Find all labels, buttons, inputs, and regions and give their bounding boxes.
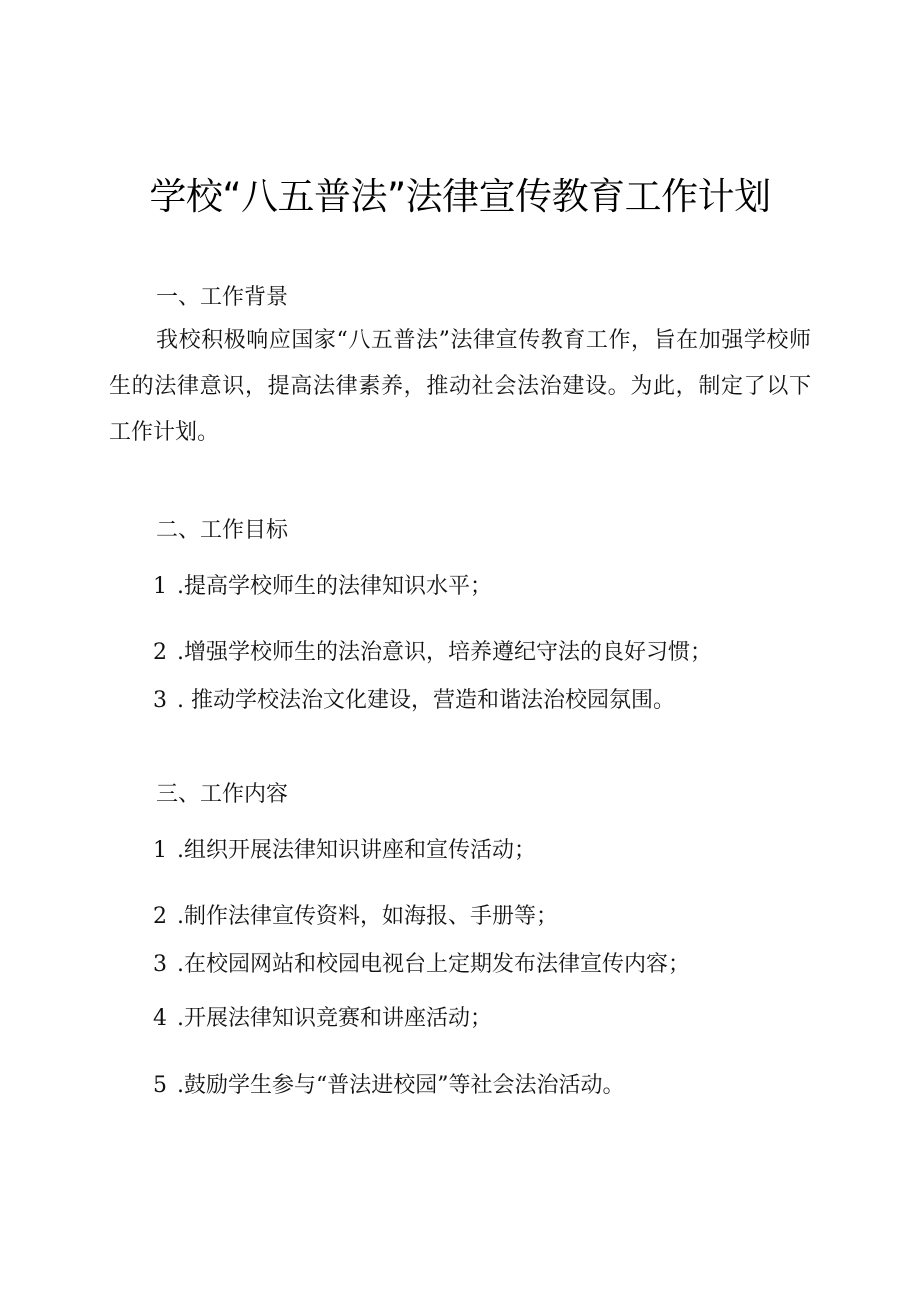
list-item-text: .提高学校师生的法律知识水平； bbox=[177, 574, 492, 599]
list-item bbox=[153, 836, 536, 866]
list-item-number: 5 bbox=[153, 1073, 167, 1098]
list-item bbox=[153, 950, 690, 980]
list-item bbox=[153, 572, 492, 602]
background-paragraph: 我校积极响应国家“八五普法”法律宣传教育工作，旨在加强学校师生的法律意识，提高法律素养，推动社会法治建设。为此，制定了以下工作计划。 bbox=[109, 328, 811, 445]
section-heading-content: 三、工作内容 bbox=[156, 782, 289, 807]
list-item-number: 2 bbox=[153, 640, 167, 665]
list-item-number: 2 bbox=[153, 904, 167, 929]
list-item-text: .制作法律宣传资料，如海报、手册等； bbox=[177, 904, 558, 929]
list-item bbox=[153, 1071, 625, 1101]
list-item-number: 3 bbox=[153, 688, 167, 713]
list-item-text: .开展法律知识竞赛和讲座活动； bbox=[177, 1006, 492, 1031]
list-item bbox=[153, 902, 558, 932]
list-item-text: .组织开展法律知识讲座和宣传活动； bbox=[177, 838, 536, 863]
section-heading-background: 一、工作背景 bbox=[156, 285, 289, 310]
section-heading-goals: 二、工作目标 bbox=[156, 518, 289, 543]
list-item-number: 3 bbox=[153, 952, 167, 977]
list-item-text: .鼓励学生参与“普法进校园”等社会法治活动。 bbox=[177, 1073, 625, 1098]
list-item-text: . 推动学校法治文化建设，营造和谐法治校园氛围。 bbox=[177, 688, 675, 713]
list-item bbox=[153, 686, 675, 716]
list-item bbox=[153, 638, 712, 668]
list-item-text: .在校园网站和校园电视台上定期发布法律宣传内容； bbox=[177, 952, 690, 977]
list-item-number: 4 bbox=[153, 1006, 167, 1031]
list-item-number: 1 bbox=[153, 838, 167, 863]
list-item-text: .增强学校师生的法治意识，培养遵纪守法的良好习惯； bbox=[177, 640, 712, 665]
list-item-number: 1 bbox=[153, 574, 167, 599]
list-item bbox=[153, 1004, 492, 1034]
document-title: 学校“八五普法”法律宣传教育工作计划 bbox=[149, 175, 771, 218]
